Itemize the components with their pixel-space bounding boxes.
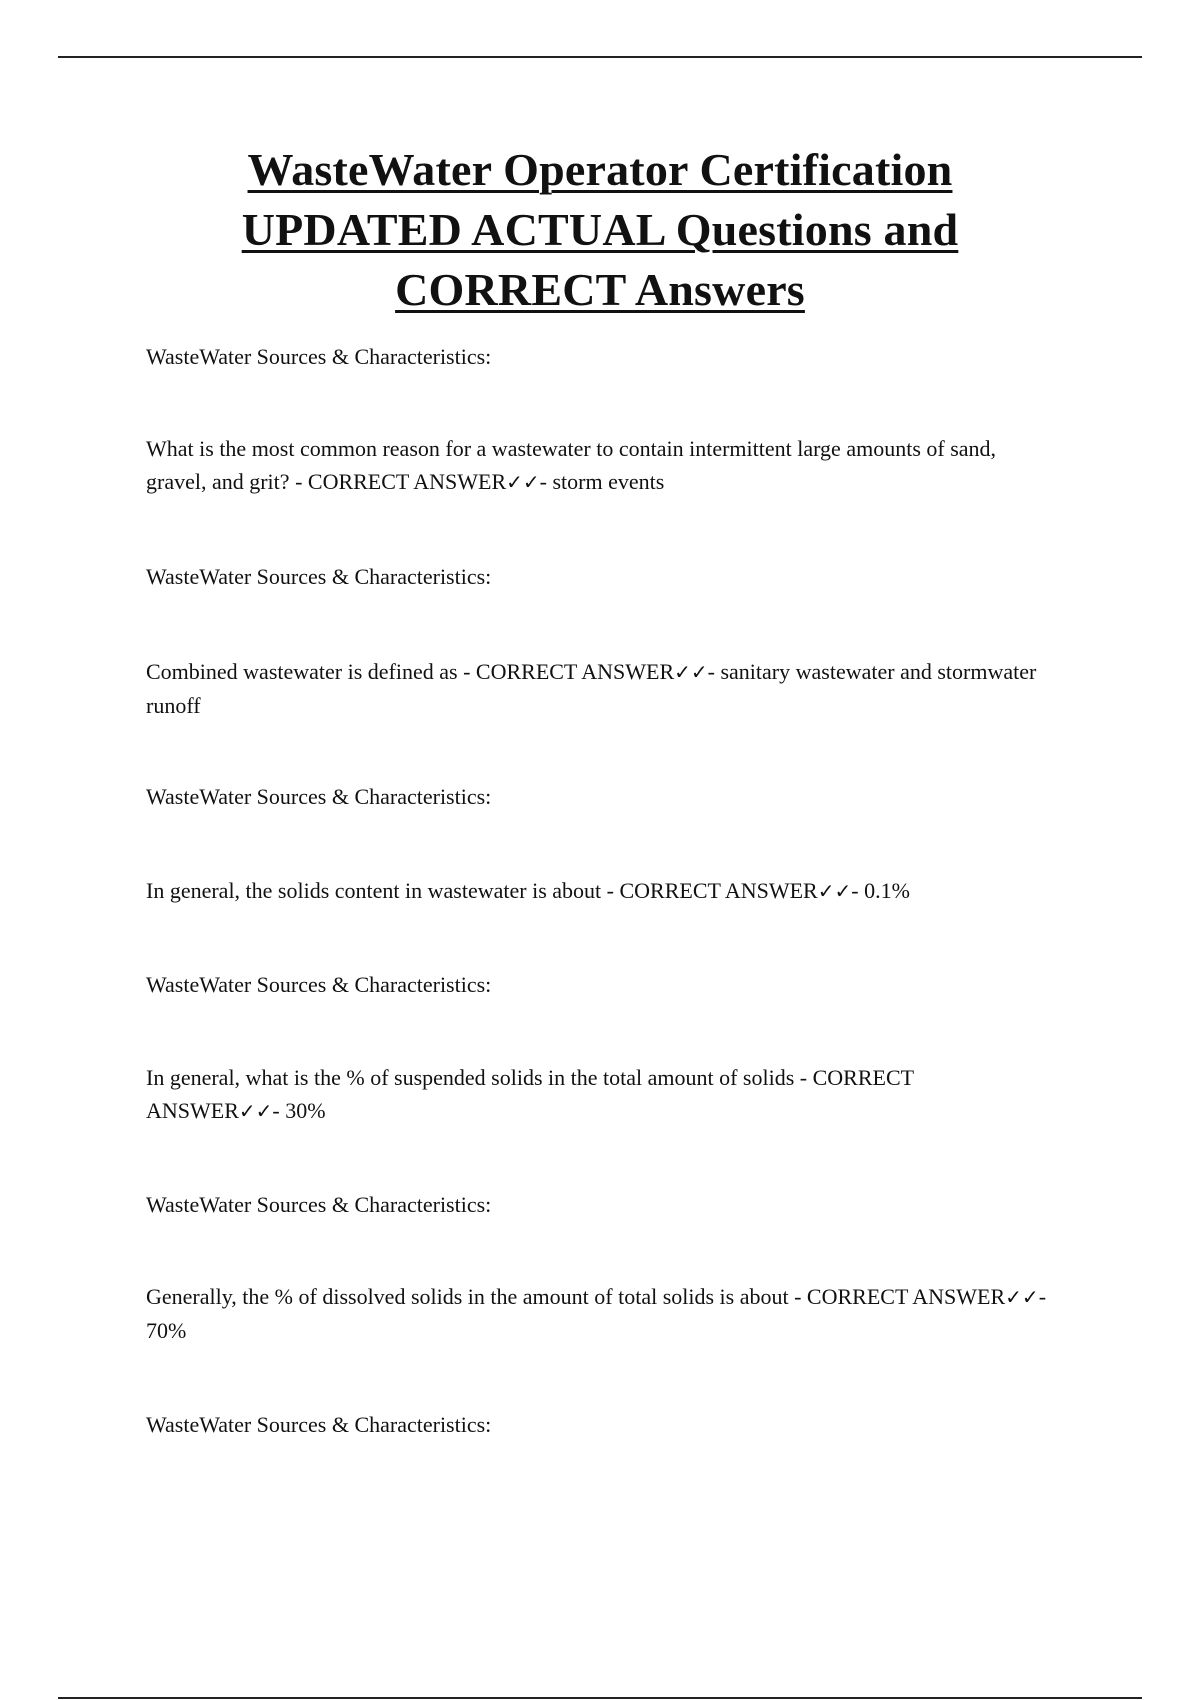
question-answer [146,1280,1046,1347]
answer-separator: - [851,878,865,903]
double-check-icon: ✓✓ [817,879,852,903]
question-answer [146,655,1046,722]
question-text: What is the most common reason for a wastewater to contain intermittent large amounts of sand, gravel, and grit? [146,436,997,494]
answer-prefix: - CORRECT ANSWER [601,878,818,903]
document-title [100,140,1100,320]
title-line-1: WasteWater Operator Certification [247,144,953,195]
section-heading: WasteWater Sources & Characteristics: [146,784,492,809]
answer-text: 70% [146,1318,187,1343]
top-rule [58,56,1142,58]
answer-prefix: - CORRECT ANSWER [457,659,675,684]
title-line-3: CORRECT Answers [395,264,805,315]
answer-text: 30% [285,1098,326,1123]
question-text: Generally, the % of dissolved solids in the amount of total solids is about [146,1284,789,1309]
bottom-rule [58,1697,1142,1699]
section-heading: WasteWater Sources & Characteristics: [146,344,492,369]
question-text: In general, what is the % of suspended solids in the total amount of solids [146,1065,795,1090]
section-heading: WasteWater Sources & Characteristics: [146,972,492,997]
answer-text: sanitary wastewater and stormwater runoff [146,659,1037,718]
answer-separator: - [539,469,553,494]
section-heading: WasteWater Sources & Characteristics: [146,1412,492,1437]
answer-text: storm events [552,469,665,494]
answer-separator: - [272,1098,286,1123]
title-line-2: UPDATED ACTUAL Questions and [241,204,959,255]
double-check-icon: ✓✓ [674,660,708,684]
answer-prefix: - CORRECT ANSWER [146,1065,914,1123]
answer-prefix: - CORRECT ANSWER [289,469,507,494]
section-heading: WasteWater Sources & Characteristics: [146,1192,492,1217]
answer-prefix: - CORRECT ANSWER [788,1284,1006,1309]
answer-text: 0.1% [864,878,910,903]
answer-separator: - [707,659,721,684]
question-answer [146,432,1046,499]
double-check-icon: ✓✓ [506,470,540,494]
question-answer [146,1061,1046,1128]
question-answer [146,874,1046,908]
question-text: Combined wastewater is defined as [146,659,458,684]
double-check-icon: ✓✓ [238,1099,273,1123]
double-check-icon: ✓✓ [1005,1285,1039,1309]
section-heading: WasteWater Sources & Characteristics: [146,564,492,589]
question-text: In general, the solids content in wastewater is about [146,878,602,903]
answer-separator: - [1038,1284,1047,1309]
